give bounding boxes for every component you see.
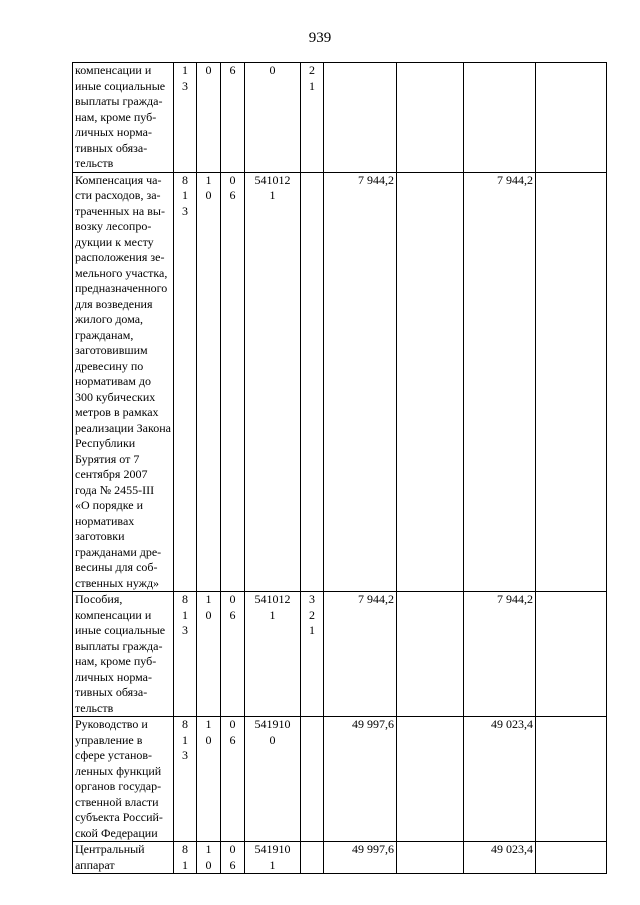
expense-type-code bbox=[301, 172, 324, 592]
subsection-code: 6 bbox=[221, 63, 245, 173]
section-code: 1 0 bbox=[197, 842, 221, 874]
table-row bbox=[73, 592, 607, 717]
amount-3: 49 023,4 bbox=[464, 717, 536, 842]
subsection-code: 0 6 bbox=[221, 842, 245, 874]
amount-2 bbox=[397, 63, 464, 173]
row-name: Руководство и управление в сфере установленных функций органов государственной власти субъекта Российской Федерации bbox=[73, 717, 174, 842]
ministry-code: 1 3 bbox=[174, 63, 197, 173]
target-article-code: 541910 0 bbox=[245, 717, 301, 842]
row-name: Центральный аппарат bbox=[73, 842, 174, 874]
amount-4 bbox=[536, 63, 607, 173]
subsection-code: 0 6 bbox=[221, 592, 245, 717]
target-article-code: 541012 1 bbox=[245, 592, 301, 717]
table-row bbox=[73, 717, 607, 842]
expense-type-code bbox=[301, 717, 324, 842]
amount-4 bbox=[536, 842, 607, 874]
subsection-code: 0 6 bbox=[221, 172, 245, 592]
amount-2 bbox=[397, 842, 464, 874]
amount-2 bbox=[397, 592, 464, 717]
ministry-code: 8 1 bbox=[174, 842, 197, 874]
amount-4 bbox=[536, 592, 607, 717]
expense-type-code: 2 1 bbox=[301, 63, 324, 173]
target-article-code: 541910 1 bbox=[245, 842, 301, 874]
section-code: 1 0 bbox=[197, 172, 221, 592]
table-row bbox=[73, 842, 607, 874]
amount-2 bbox=[397, 172, 464, 592]
amount-4 bbox=[536, 717, 607, 842]
section-code: 0 bbox=[197, 63, 221, 173]
expense-type-code bbox=[301, 842, 324, 874]
ministry-code: 8 1 3 bbox=[174, 172, 197, 592]
table-row bbox=[73, 63, 607, 173]
amount-3: 7 944,2 bbox=[464, 592, 536, 717]
amount-3 bbox=[464, 63, 536, 173]
ministry-code: 8 1 3 bbox=[174, 592, 197, 717]
amount-1 bbox=[324, 63, 397, 173]
amount-1: 7 944,2 bbox=[324, 172, 397, 592]
row-name: компенсации и иные социальные выплаты граждaнам, кроме публичных нормативных обязательств bbox=[73, 63, 174, 173]
target-article-code: 541012 1 bbox=[245, 172, 301, 592]
amount-3: 7 944,2 bbox=[464, 172, 536, 592]
table-row bbox=[73, 172, 607, 592]
page-number: 939 bbox=[308, 30, 332, 46]
amount-4 bbox=[536, 172, 607, 592]
ministry-code: 8 1 3 bbox=[174, 717, 197, 842]
subsection-code: 0 6 bbox=[221, 717, 245, 842]
amount-2 bbox=[397, 717, 464, 842]
row-name: Компенсация части расходов, затраченных на вывозку лесопродукции к месту расположения земельного участка, предназначенного для возведения жилого дома, гражданам, заготовившим древесину по нормативам до 300 кубических метров в рамках реализации Закона Республики Бурятия от 7 сентября 2007 года № 2455-III «О порядке и нормативах заготовки гражданами древесины для собственных нужд» bbox=[73, 172, 174, 592]
target-article-code: 0 bbox=[245, 63, 301, 173]
amount-1: 49 997,6 bbox=[324, 717, 397, 842]
section-code: 1 0 bbox=[197, 592, 221, 717]
amount-1: 49 997,6 bbox=[324, 842, 397, 874]
row-name: Пособия, компенсации и иные социальные выплаты гражданам, кроме публичных нормативных обязательств bbox=[73, 592, 174, 717]
expense-type-code: 3 2 1 bbox=[301, 592, 324, 717]
section-code: 1 0 bbox=[197, 717, 221, 842]
amount-3: 49 023,4 bbox=[464, 842, 536, 874]
budget-table bbox=[72, 62, 607, 874]
amount-1: 7 944,2 bbox=[324, 592, 397, 717]
